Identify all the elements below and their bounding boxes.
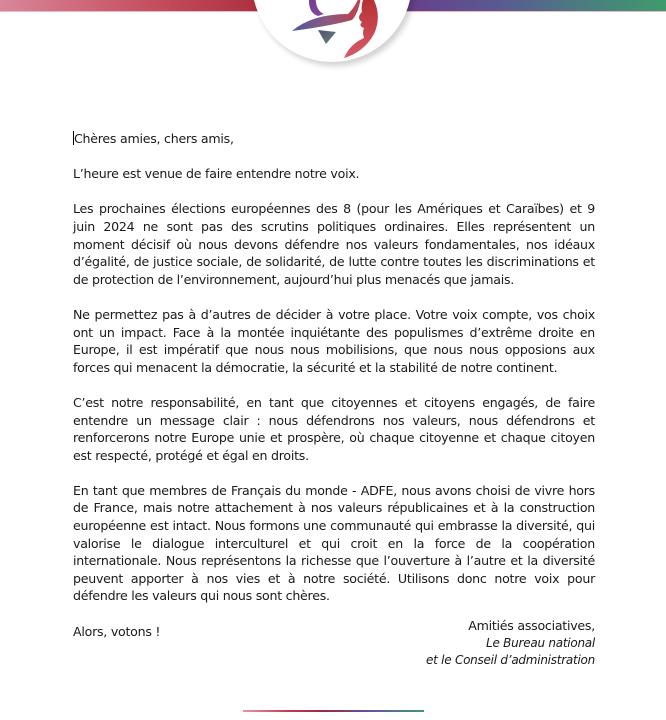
signature-block — [426, 617, 595, 670]
signature-conseil: et le Conseil d’administration — [426, 653, 595, 668]
organization-logo — [252, 0, 412, 62]
signature-bureau: Le Bureau national — [486, 635, 595, 650]
paragraph-intro: L’heure est venue de faire entendre notre voix. — [73, 166, 360, 182]
paragraph-responsibility: C’est notre responsabilité, en tant que citoyennes et citoyens engagés, de faire entendre un message clair : nous défendrons nos valeurs, nous défendrons et renforcerons notre Europe unie et prospère, où chaque citoyenne et chaque citoyen est respecté, protégé et égal en droits. — [73, 394, 595, 463]
letter-body — [73, 130, 595, 658]
paragraph-call-to-vote: Alors, votons ! — [73, 623, 161, 639]
logo-icon — [252, 0, 412, 62]
footer-gradient-line — [243, 710, 424, 712]
salutation — [73, 130, 595, 148]
signature-closing: Amitiés associatives, — [468, 618, 595, 633]
paragraph-community: En tant que membres de Français du monde - ADFE, nous avons choisi de vivre hors de France, mais notre attachement à nos valeurs républicaines et à la construction européenne est intact. Nous formons une communauté qui embrasse la diversité, qui valorise le dialogue interculturel et qui croit en la force de la coopération internationale. Nous représentons la richesse que l’ouverture à l’autre et la diversité peuvent apporter à nos vies et à notre société. Utilisons donc notre voix pour défendre les valeurs qui nous sont chères. — [73, 482, 595, 604]
paragraph-vote-matters: Ne permettez pas à d’autres de décider à votre place. Votre voix compte, vos choix ont un impact. Face à la montée inquiétante des populismes d’extrême droite en Europe, il est impératif que nous nous mobilisions, que nous nous opposions aux forces qui menacent la démocratie, la sécurité et la stabilité de notre continent. — [73, 306, 595, 375]
salutation-text: Chères amies, chers amis, — [74, 131, 234, 146]
paragraph-elections: Les prochaines élections européennes des 8 (pour les Amériques et Caraïbes) et 9 juin 2024 ne sont pas des scrutins politiques ordinaires. Elles représentent un moment décisif où nous devons défendre nos valeurs fondamentales, nos idéaux d’égalité, de justice sociale, de solidarité, de lutte contre toutes les discriminations et de protection de l’environnement, aujourd’hui plus menacés que jamais. — [73, 201, 595, 287]
